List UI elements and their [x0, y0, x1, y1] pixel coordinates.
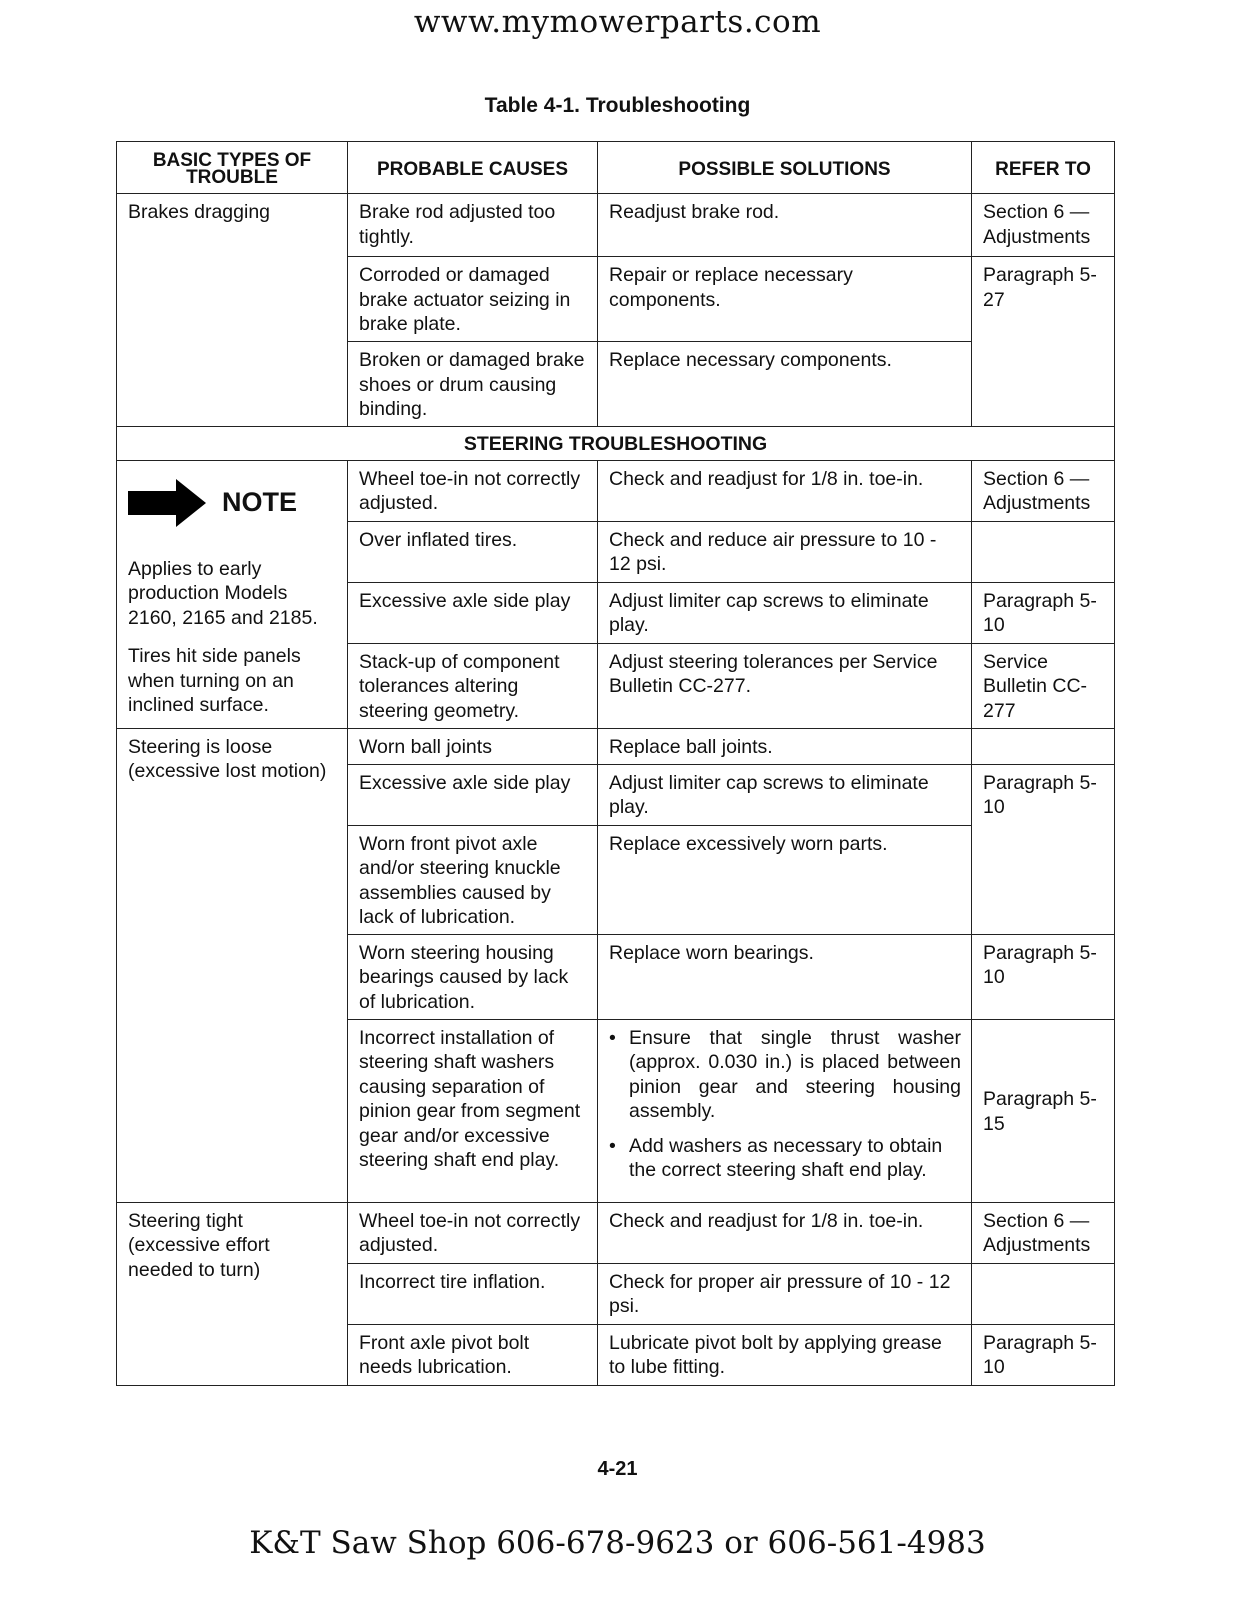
solution-cell	[598, 1019, 972, 1202]
refer-cell: Section 6 — Adjustments	[972, 460, 1115, 521]
cause-cell: Wheel toe-in not correctly adjusted.	[348, 1202, 598, 1263]
refer-cell: Service Bulletin CC-277	[972, 643, 1115, 728]
cause-cell: Worn steering housing bearings caused by lack of lubrication.	[348, 934, 598, 1019]
refer-cell: Paragraph 5-10	[972, 764, 1115, 934]
table-row	[117, 194, 1115, 257]
troubleshooting-table-wrapper	[116, 141, 1114, 1386]
refer-cell: Paragraph 5-15	[972, 1019, 1115, 1202]
troubleshooting-table	[116, 141, 1115, 1386]
col-header-causes: PROBABLE CAUSES	[348, 142, 598, 194]
bullet-text: Ensure that single thrust washer (approx. 0.030 in.) is placed between pinion gear and steering housing assembly.	[629, 1026, 961, 1122]
cause-cell: Wheel toe-in not correctly adjusted.	[348, 460, 598, 521]
table-row	[117, 1202, 1115, 1263]
footer-contact: K&T Saw Shop 606-678-9623 or 606-561-4983	[249, 1525, 986, 1561]
refer-cell	[972, 1263, 1115, 1324]
solution-cell: Replace necessary components.	[598, 342, 972, 427]
solution-cell: Adjust limiter cap screws to eliminate play.	[598, 764, 972, 825]
solution-cell: Replace ball joints.	[598, 728, 972, 764]
cause-cell: Front axle pivot bolt needs lubrication.	[348, 1324, 598, 1385]
cause-cell: Worn ball joints	[348, 728, 598, 764]
cause-cell: Stack-up of component tolerances altering steering geometry.	[348, 643, 598, 728]
note-text: Applies to early production Models 2160, 2165 and 2185.	[128, 557, 318, 629]
solution-cell: Replace excessively worn parts.	[598, 825, 972, 934]
table-row	[117, 728, 1115, 764]
bullet-item	[609, 1134, 961, 1183]
col-header-solutions: POSSIBLE SOLUTIONS	[598, 142, 972, 194]
table-title: Table 4-1. Troubleshooting	[484, 94, 751, 117]
cause-cell: Incorrect installation of steering shaft washers causing separation of pinion gear from segment gear and/or excessive steering shaft end play.	[348, 1019, 598, 1202]
refer-cell: Paragraph 5-27	[972, 257, 1115, 427]
solution-cell: Check and reduce air pressure to 10 - 12 psi.	[598, 521, 972, 582]
page-number: 4-21	[597, 1458, 638, 1480]
solution-cell: Check for proper air pressure of 10 - 12 psi.	[598, 1263, 972, 1324]
solution-cell: Lubricate pivot bolt by applying grease to lube fitting.	[598, 1324, 972, 1385]
refer-cell	[972, 728, 1115, 764]
refer-cell	[972, 521, 1115, 582]
site-url: www.mymowerparts.com	[413, 4, 822, 40]
section-row	[117, 427, 1115, 461]
cause-cell: Worn front pivot axle and/or steering knuckle assemblies caused by lack of lubrication.	[348, 825, 598, 934]
bullet-icon: •	[609, 1026, 616, 1049]
solution-cell: Readjust brake rod.	[598, 194, 972, 257]
solution-cell: Replace worn bearings.	[598, 934, 972, 1019]
refer-cell: Paragraph 5-10	[972, 934, 1115, 1019]
note-callout	[128, 479, 337, 527]
solution-cell: Check and readjust for 1/8 in. toe-in.	[598, 460, 972, 521]
col-header-trouble: BASIC TYPES OF TROUBLE	[117, 142, 348, 194]
table-row	[117, 460, 1115, 521]
header-row	[117, 142, 1115, 194]
trouble-cell: Brakes dragging	[117, 194, 348, 427]
solution-cell: Check and readjust for 1/8 in. toe-in.	[598, 1202, 972, 1263]
refer-cell: Section 6 — Adjustments	[972, 1202, 1115, 1263]
refer-cell: Section 6 — Adjustments	[972, 194, 1115, 257]
cause-cell: Over inflated tires.	[348, 521, 598, 582]
trouble-text: Tires hit side panels when turning on an inclined surface.	[128, 645, 301, 716]
trouble-cell: Steering is loose (excessive lost motion)	[117, 728, 348, 1202]
right-arrow-icon	[128, 479, 206, 527]
refer-cell: Paragraph 5-10	[972, 582, 1115, 643]
cause-cell: Brake rod adjusted too tightly.	[348, 194, 598, 257]
bullet-icon: •	[609, 1134, 616, 1157]
cause-cell: Broken or damaged brake shoes or drum causing binding.	[348, 342, 598, 427]
cause-cell: Excessive axle side play	[348, 582, 598, 643]
cause-cell: Excessive axle side play	[348, 764, 598, 825]
section-title: STEERING TROUBLESHOOTING	[117, 427, 1115, 461]
solution-cell: Adjust limiter cap screws to eliminate play.	[598, 582, 972, 643]
trouble-cell: Steering tight (excessive effort needed to turn)	[117, 1202, 348, 1385]
solution-cell: Repair or replace necessary components.	[598, 257, 972, 342]
cause-cell: Incorrect tire inflation.	[348, 1263, 598, 1324]
cause-cell: Corroded or damaged brake actuator seizing in brake plate.	[348, 257, 598, 342]
refer-cell: Paragraph 5-10	[972, 1324, 1115, 1385]
bullet-text: Add washers as necessary to obtain the correct steering shaft end play.	[629, 1134, 943, 1181]
note-label: NOTE	[222, 487, 298, 518]
solution-cell: Adjust steering tolerances per Service Bulletin CC-277.	[598, 643, 972, 728]
col-header-refer: REFER TO	[972, 142, 1115, 194]
note-trouble-cell	[117, 460, 348, 728]
bullet-item	[609, 1026, 961, 1124]
